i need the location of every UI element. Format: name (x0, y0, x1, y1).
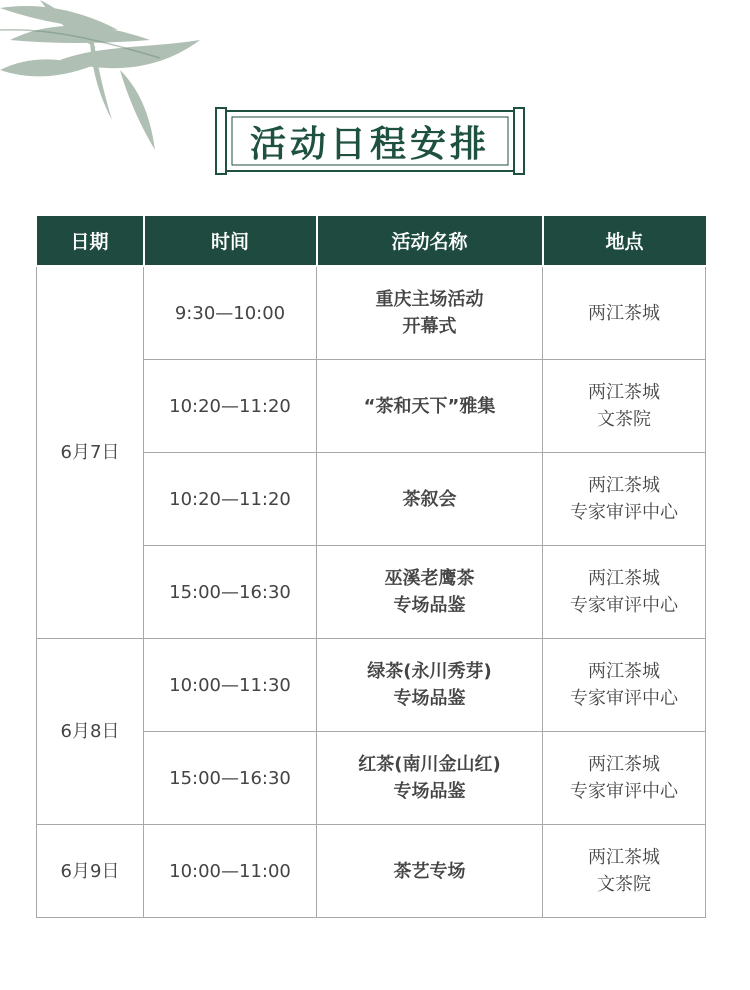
time-cell: 10:20—11:20 (144, 453, 317, 546)
activity-line: 专场品鉴 (393, 688, 466, 709)
activity-line: “茶和天下”雅集 (363, 395, 496, 417)
table-row (37, 639, 706, 732)
bamboo-leaves-icon (0, 0, 220, 160)
activity-cell (317, 825, 543, 918)
activity-cell (317, 360, 543, 453)
activity-line: 巫溪老鹰茶 (384, 568, 475, 589)
location-cell (543, 639, 706, 732)
location-cell (543, 453, 706, 546)
location-line: 两江茶城 (588, 754, 660, 775)
time-cell: 10:20—11:20 (144, 360, 317, 453)
activity-line: 红茶(南川金山红) (358, 754, 501, 775)
header-time: 时间 (144, 216, 317, 266)
activity-cell (317, 546, 543, 639)
location-line: 文茶院 (597, 874, 651, 895)
location-line: 专家审评中心 (570, 595, 678, 616)
activity-cell (317, 453, 543, 546)
location-line: 文茶院 (597, 409, 651, 430)
activity-line: 茶叙会 (402, 488, 457, 510)
time-cell: 15:00—16:30 (144, 732, 317, 825)
location-cell (543, 825, 706, 918)
location-cell (543, 546, 706, 639)
time-cell: 15:00—16:30 (144, 546, 317, 639)
header-location: 地点 (543, 216, 706, 266)
date-cell: 6月8日 (37, 639, 144, 825)
activity-line: 专场品鉴 (393, 595, 466, 616)
location-line: 两江茶城 (588, 382, 660, 403)
header-activity: 活动名称 (317, 216, 543, 266)
location-line: 两江茶城 (588, 568, 660, 589)
location-cell (543, 360, 706, 453)
location-cell (543, 732, 706, 825)
page-title (214, 106, 526, 176)
location-line: 两江茶城 (588, 302, 660, 324)
time-cell: 10:00—11:00 (144, 825, 317, 918)
activity-line: 重庆主场活动 (375, 289, 484, 310)
header-date: 日期 (37, 216, 144, 266)
title-text: 活动日程安排 (249, 122, 490, 165)
date-cell: 6月7日 (37, 266, 144, 639)
schedule-table (36, 216, 706, 918)
date-cell: 6月9日 (37, 825, 144, 918)
location-line: 两江茶城 (588, 661, 660, 682)
time-cell: 9:30—10:00 (144, 266, 317, 360)
location-line: 两江茶城 (588, 847, 660, 868)
table-row (37, 266, 706, 360)
activity-cell (317, 732, 543, 825)
activity-cell (317, 266, 543, 360)
activity-line: 绿茶(永川秀芽) (367, 661, 492, 682)
location-line: 两江茶城 (588, 475, 660, 496)
activity-line: 茶艺专场 (393, 860, 466, 882)
activity-cell (317, 639, 543, 732)
table-header-row (37, 216, 706, 266)
location-cell (543, 266, 706, 360)
time-cell: 10:00—11:30 (144, 639, 317, 732)
location-line: 专家审评中心 (570, 781, 678, 802)
table-row (37, 825, 706, 918)
activity-line: 专场品鉴 (393, 781, 466, 802)
location-line: 专家审评中心 (570, 688, 678, 709)
activity-line: 开幕式 (402, 316, 457, 337)
location-line: 专家审评中心 (570, 502, 678, 523)
